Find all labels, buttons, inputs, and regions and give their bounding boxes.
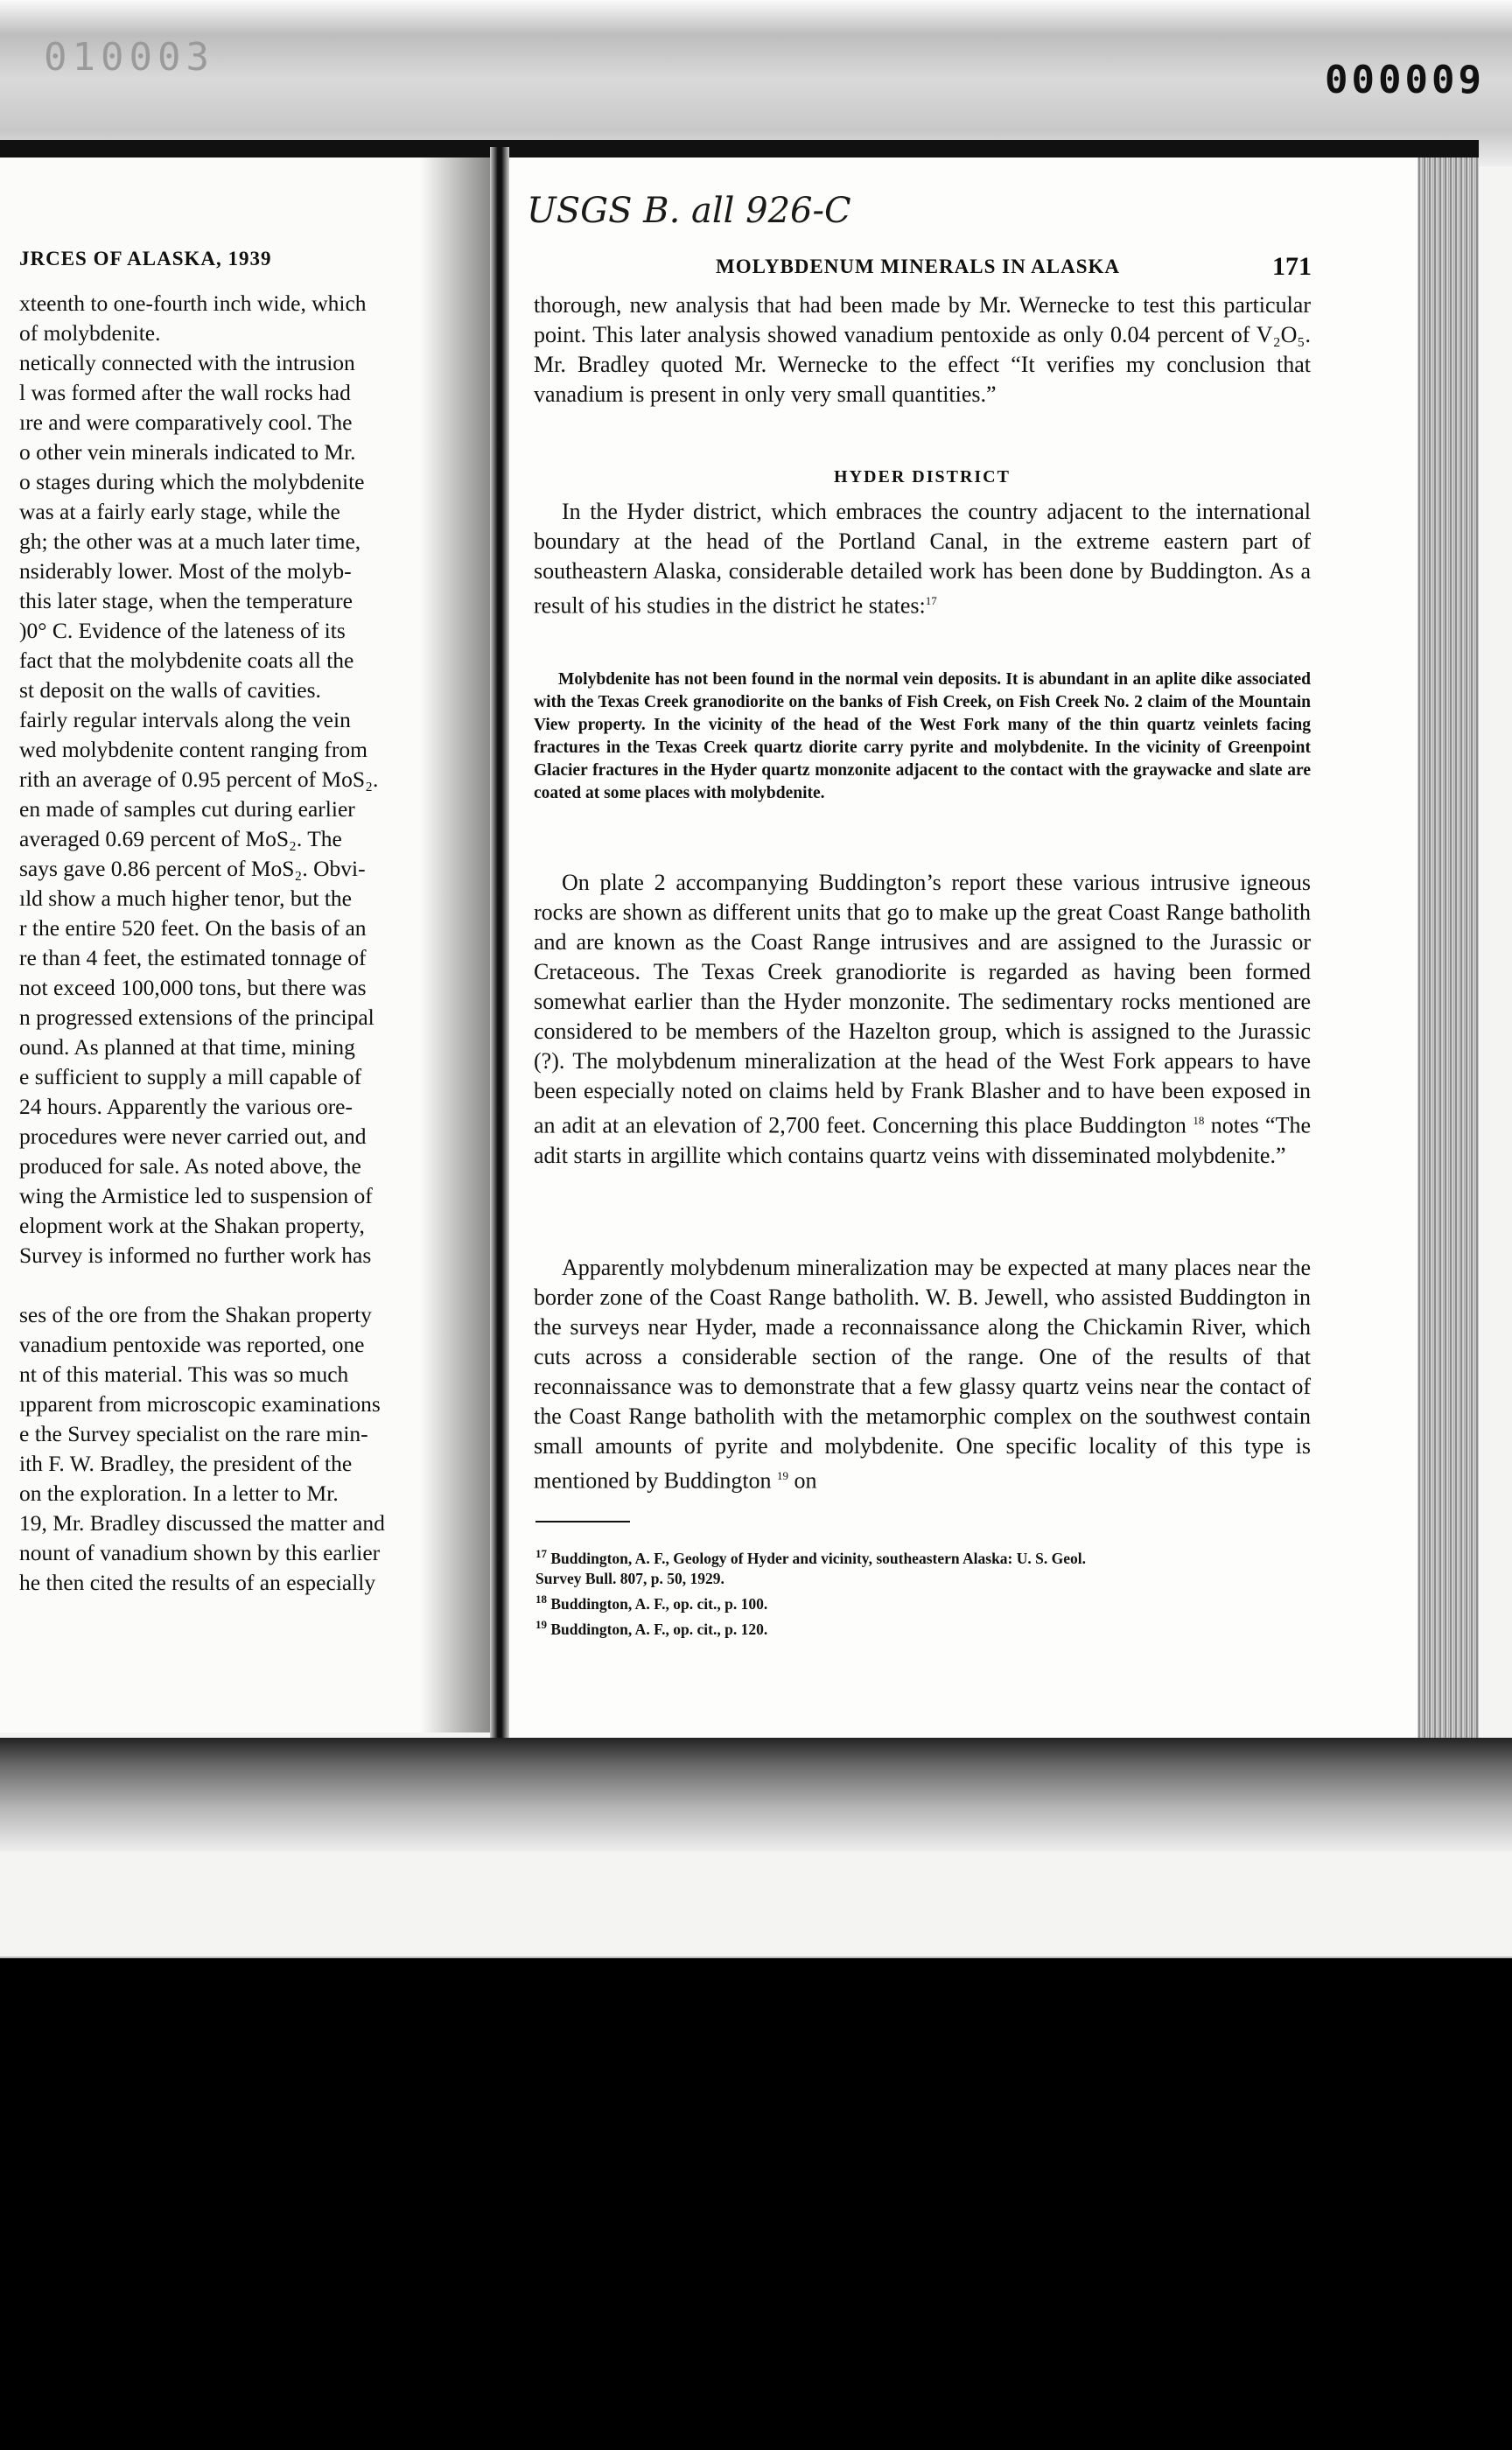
text-line: Survey is informed no further work has [19,1242,372,1268]
footnotes [536,1544,1312,1639]
text-line: ound. As planned at that time, mining [19,1034,355,1060]
text-line: )0° C. Evidence of the lateness of its [19,618,346,643]
left-page-gutter-shadow [420,158,490,1732]
text-line: n progressed extensions of the principal [19,1004,374,1030]
left-page-text [19,289,385,1598]
intro-paragraph [534,290,1311,410]
footnote [536,1589,1312,1614]
text-line: xteenth to one-fourth inch wide, which [19,290,367,316]
paragraph-text: On plate 2 accompanying Buddington’s report these various intrusive igneous rocks are shown as different units that go to make up the great Coast Range batholith and are known as the Coast Range intrusives and are assigned to the Jurassic or Cretaceous. The Texas Creek granodiorite is regarded as having been formed somewhat earlier than the Hyder monzonite. The sedimentary rocks mentioned are considered to be members of the Hazelton group, which is assigned to the Jurassic (?). The molybdenum mineralization at the head of the West Fork appears to have been especially noted on claims held by Frank Blasher and to have been exposed in an adit at an elevation of 2,700 feet. Concerning this place Buddington [534,870,1311,1138]
footnote-text: Buddington, A. F., Geology of Hyder and vicinity, southeastern Alaska: U. S. Geol. [550,1549,1086,1567]
handwritten-note: USGS B. all 926-C [527,191,851,231]
text-line: fairly regular intervals along the vein [19,707,351,732]
paragraph-2 [534,868,1311,1171]
text-line: wed molybdenite content ranging from [19,737,368,762]
text-line: e the Survey specialist on the rare min- [19,1421,368,1446]
paragraph-text: notes “The adit starts in argillite which contains quartz veins with disseminated molybdenite.” [534,1112,1311,1168]
text-line: he then cited the results of an especially [19,1570,376,1595]
footnote-rule [536,1521,630,1522]
paragraph-text: In the Hyder district, which embraces the country adjacent to the international boundary at the head of the Portland Canal, in the extreme eastern part of southeastern Alaska, considerable detailed work has been done by Buddington. As a result of his studies in the district he states: [534,499,1311,619]
faded-archive-stamp: 010003 [44,35,214,80]
left-running-head: JRCES OF ALASKA, 1939 [19,248,272,270]
text-line: averaged 0.69 percent of MoS₂. The [19,826,342,851]
footnote-text: Survey Bull. 807, p. 50, 1929. [536,1569,724,1587]
text-line: r the entire 520 feet. On the basis of an [19,915,367,941]
footnote-number: 17 [536,1547,547,1560]
text-line: not exceed 100,000 tons, but there was [19,975,367,1000]
text-line: was at a fairly early stage, while the [19,499,340,524]
footnote-text: Buddington, A. F., op. cit., p. 120. [550,1620,768,1638]
text-line: l was formed after the wall rocks had [19,380,351,405]
page-number: 171 [1272,252,1312,281]
text-line: rith an average of 0.95 percent of MoS₂. [19,766,379,792]
paragraph-3 [534,1253,1311,1496]
footnote-text: Buddington, A. F., op. cit., p. 100. [550,1594,768,1613]
text-line: wing the Armistice led to suspension of [19,1183,373,1208]
text-line: gh; the other was at a much later time, [19,528,361,554]
text-line: nsiderably lower. Most of the molyb- [19,558,352,584]
text-line: 24 hours. Apparently the various ore- [19,1094,353,1119]
footnote [536,1544,1312,1569]
text-line: nt of this material. This was so much [19,1362,349,1387]
text-line: e sufficient to supply a mill capable of [19,1064,362,1089]
scan-bottom-edge [0,1956,1512,1958]
book-spine [490,147,509,1748]
text-line [19,1270,385,1300]
text-line: en made of samples cut during earlier [19,796,355,822]
bottom-shadow [0,1738,1512,1852]
text-line: o stages during which the molybdenite [19,469,365,494]
text-line: fact that the molybdenite coats all the [19,648,354,673]
section-heading: HYDER DISTRICT [834,467,1011,486]
paragraph-1 [534,497,1311,621]
text-line: nount of vanadium shown by this earlier [19,1540,381,1565]
page-stack-edges [1418,158,1479,1750]
top-dark-edge [0,140,1479,158]
text-line: this later stage, when the temperature [19,588,353,613]
paragraph-text: Apparently molybdenum mineralization may be expected at many places near the border zone of the Coast Range batholith. W. B. Jewell, who assisted Buddington in the surveys near Hyder, made a reconnaissance along the Chickamin River, which cuts across a considerable section of the range. One of the results of that reconnaissance was to demonstrate that a few glassy quartz veins near the contact of the Coast Range batholith with the metamorphic complex on the southwest contain small amounts of pyrite and molybdenite. One specific locality of this type is mentioned by Buddington [534,1255,1311,1494]
text-line: says gave 0.86 percent of MoS₂. Obvi- [19,856,366,881]
text-line: ıpparent from microscopic examinations [19,1391,381,1417]
text-line: produced for sale. As noted above, the [19,1153,361,1179]
archive-stamp: 000009 [1325,58,1485,102]
footnote-ref: 18 [1193,1114,1205,1127]
text-line: netically connected with the intrusion [19,350,355,375]
footnote [536,1614,1312,1640]
text-line: ıld show a much higher tenor, but the [19,886,352,911]
text-line: o other vein minerals indicated to Mr. [19,439,356,465]
text-line: 19, Mr. Bradley discussed the matter and [19,1510,385,1536]
text-line: vanadium pentoxide was reported, one [19,1332,365,1357]
footnote [536,1569,1312,1589]
quote-text: Molybdenite has not been found in the normal vein deposits. It is abundant in an aplite dike associated with the Texas Creek granodiorite on the banks of Fish Creek, on Fish Creek No. 2 claim of the Mountain View property. In the vicinity of the head of the West Fork many of the thin quartz veinlets facing fractures in the Texas Creek quartz diorite carry pyrite and molybdenite. In the vicinity of Greenpoint Glacier fractures in the Hyder quartz monzonite adjacent to the contact with the graywacke and slate are coated at some places with molybdenite. [534,670,1311,802]
footnote-number: 19 [536,1617,547,1631]
footnote-number: 18 [536,1592,547,1606]
right-running-head: MOLYBDENUM MINERALS IN ALASKA [716,256,1121,277]
text-line: ıre and were comparatively cool. The [19,410,353,435]
footnote-ref: 19 [777,1469,789,1482]
block-quote [534,668,1311,805]
text-line: st deposit on the walls of cavities. [19,677,321,703]
text-line: ses of the ore from the Shakan property [19,1302,372,1327]
text-line: of molybdenite. [19,320,161,346]
text-line: on the exploration. In a letter to Mr. [19,1480,339,1506]
footnote-ref: 17 [925,594,937,607]
text-line: re than 4 feet, the estimated tonnage of [19,945,367,970]
paragraph-text: thorough, new analysis that had been made by Mr. Wernecke to test this particular point. This later analysis showed vanadium pentoxide as only 0.04 percent of V₂O₅. Mr. Bradley quoted Mr. Wernecke to the effect “It verifies my conclusion that vanadium is present in only very small quantities.” [534,292,1311,407]
paragraph-text: on [794,1467,817,1494]
text-line: procedures were never carried out, and [19,1124,367,1149]
text-line: ith F. W. Bradley, the president of the [19,1451,353,1476]
text-line: elopment work at the Shakan property, [19,1213,365,1238]
